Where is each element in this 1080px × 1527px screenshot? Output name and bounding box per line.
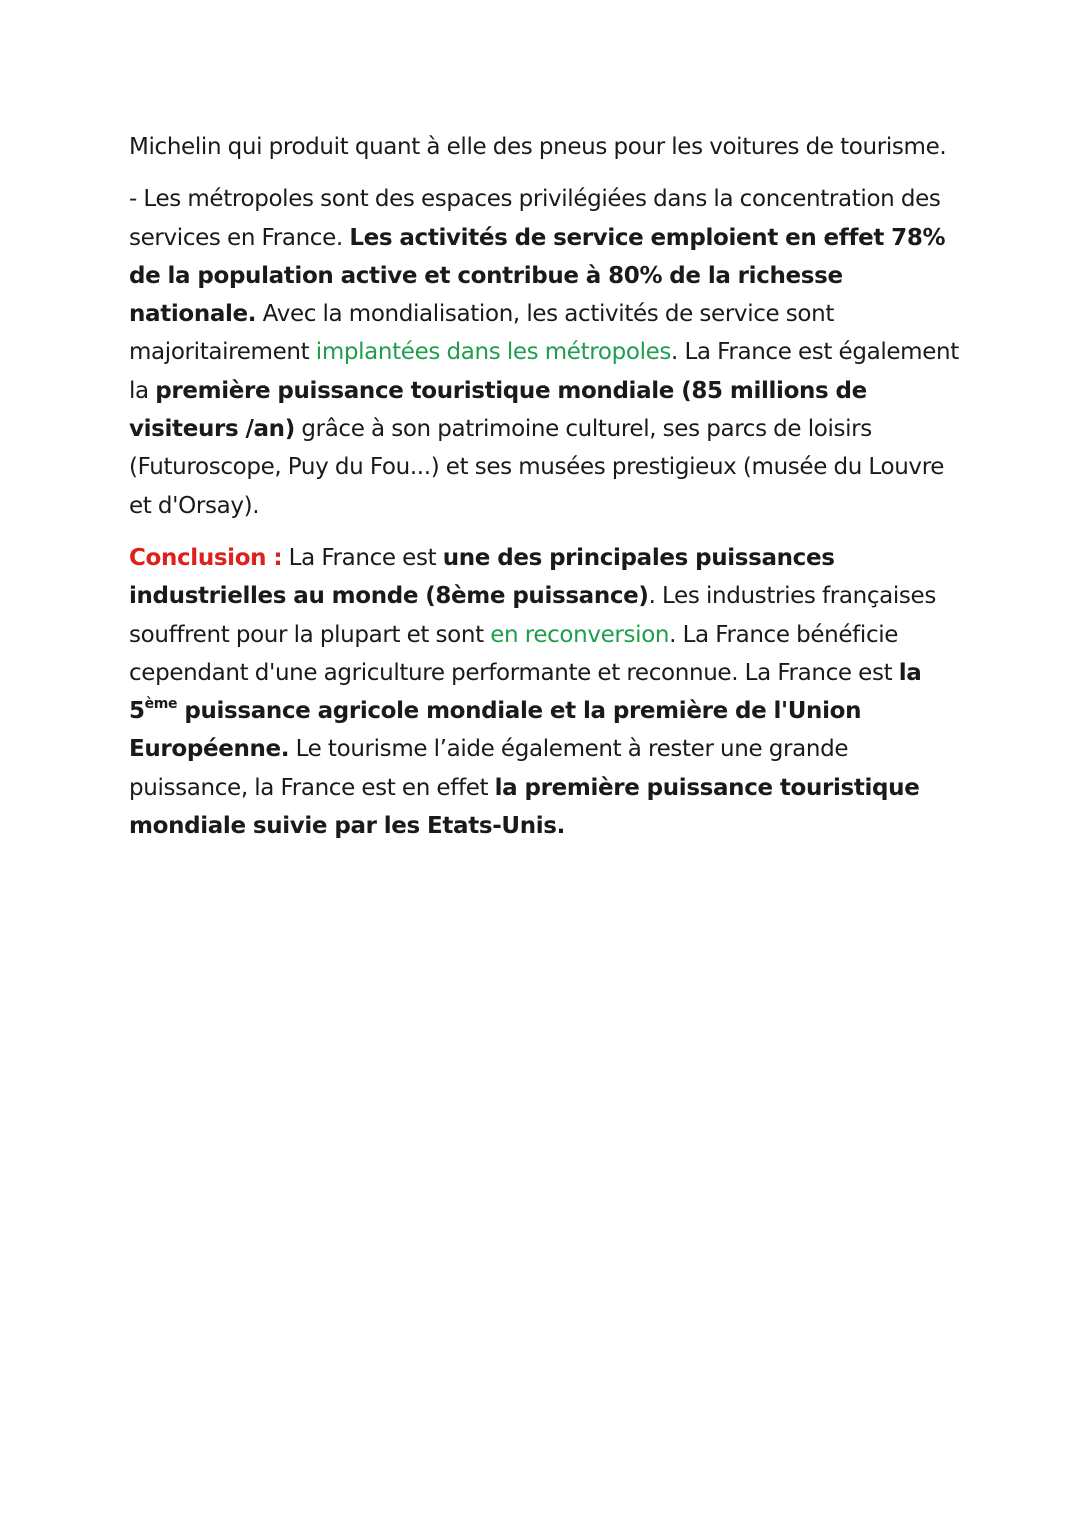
- text-segment: - Les métropoles sont des espaces privilégiées dans la concentration des services en France.: [129, 186, 941, 251]
- text-segment: La France est: [282, 544, 443, 571]
- text-segment: Le tourisme l’aide également à rester une grande puissance, la France est en effet: [129, 736, 849, 801]
- bold-segment: la première puissance touristique mondiale suivie par les Etats-Unis.: [129, 774, 920, 840]
- conclusion-label: Conclusion :: [129, 544, 283, 571]
- text-segment: grâce à son patrimoine culturel, ses parcs de loisirs (Futuroscope, Puy du Fou...) et ses musées prestigieux (musée du Louvre et d'Orsay).: [129, 416, 945, 519]
- ordinal-superscript: ème: [144, 695, 178, 712]
- green-highlight: en reconversion: [490, 621, 670, 648]
- bold-segment: première puissance touristique mondiale (85 millions de visiteurs /an): [129, 377, 867, 443]
- document-page: [129, 128, 959, 859]
- bold-part: puissance agricole mondiale et la première de l'Union Européenne.: [129, 698, 862, 763]
- text-segment: . Les industries françaises souffrent pour la plupart et sont: [129, 583, 936, 648]
- text-segment: . La France est également la: [129, 339, 959, 404]
- bold-segment: Les activités de service emploient en effet 78% de la population active et contribue à 80% de la richesse nationale.: [129, 224, 946, 328]
- text-segment: Michelin qui produit quant à elle des pneus pour les voitures de tourisme.: [129, 134, 947, 160]
- paragraph-services: [129, 180, 959, 525]
- green-highlight: implantées dans les métropoles: [315, 339, 672, 366]
- text-segment: . La France bénéficie cependant d'une agriculture performante et reconnue. La France est: [129, 621, 899, 686]
- bold-segment: une des principales puissances industrielles au monde (8ème puissance): [129, 544, 835, 610]
- paragraph-conclusion: [129, 539, 959, 845]
- paragraph-michelin: [129, 128, 959, 166]
- text-segment: Avec la mondialisation, les activités de service sont majoritairement: [129, 301, 835, 366]
- bold-part: la 5: [129, 659, 922, 725]
